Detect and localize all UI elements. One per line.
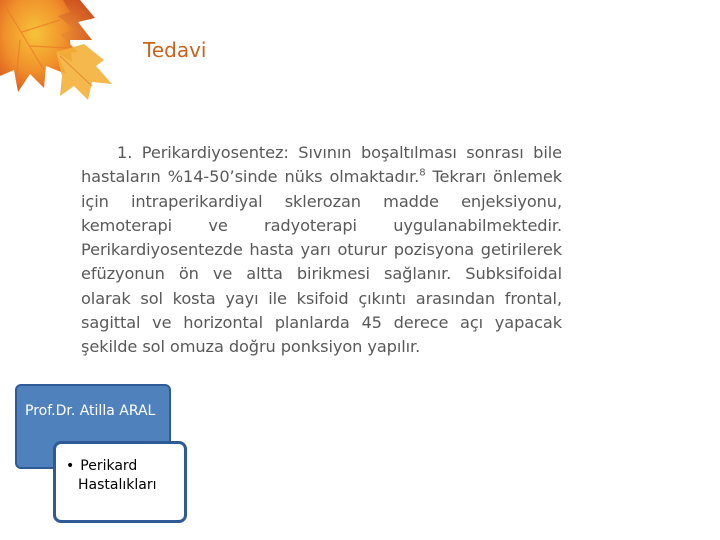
autumn-leaves-decoration: [0, 0, 140, 130]
body-text-start: 1. Perikardiyosentez: Sıvının boşaltılması sonrası bile hastaların %14-50’sinde nüks olmaktadır.: [81, 143, 562, 187]
slide-title: Tedavi: [143, 38, 207, 62]
slide-body-text: [81, 141, 562, 360]
author-name: Prof.Dr. Atilla ARAL: [25, 403, 156, 419]
topic-line-2: Hastalıkları: [78, 477, 157, 493]
bullet-icon: •: [66, 458, 75, 474]
topic-line-1: Perikard: [80, 458, 138, 474]
body-text-rest: Tekrarı önlemek için intraperikardiyal sklerozan madde enjeksiyonu, kemoterapi ve radyoterapi uygulanabilmektedir. Perikardiyosentezde hasta yarı oturur pozisyona getirilerek efüzyonun ön ve altta birikmesi sağlanır. Subksifoidal olarak sol kosta yayı ile ksifoid çıkıntı arasından frontal, sagittal ve horizontal planlarda 45 derece açı yapacak şekilde sol omuza doğru ponksiyon yapılır.: [81, 167, 562, 357]
reference-superscript: 8: [419, 167, 426, 179]
topic-box: [53, 441, 187, 523]
